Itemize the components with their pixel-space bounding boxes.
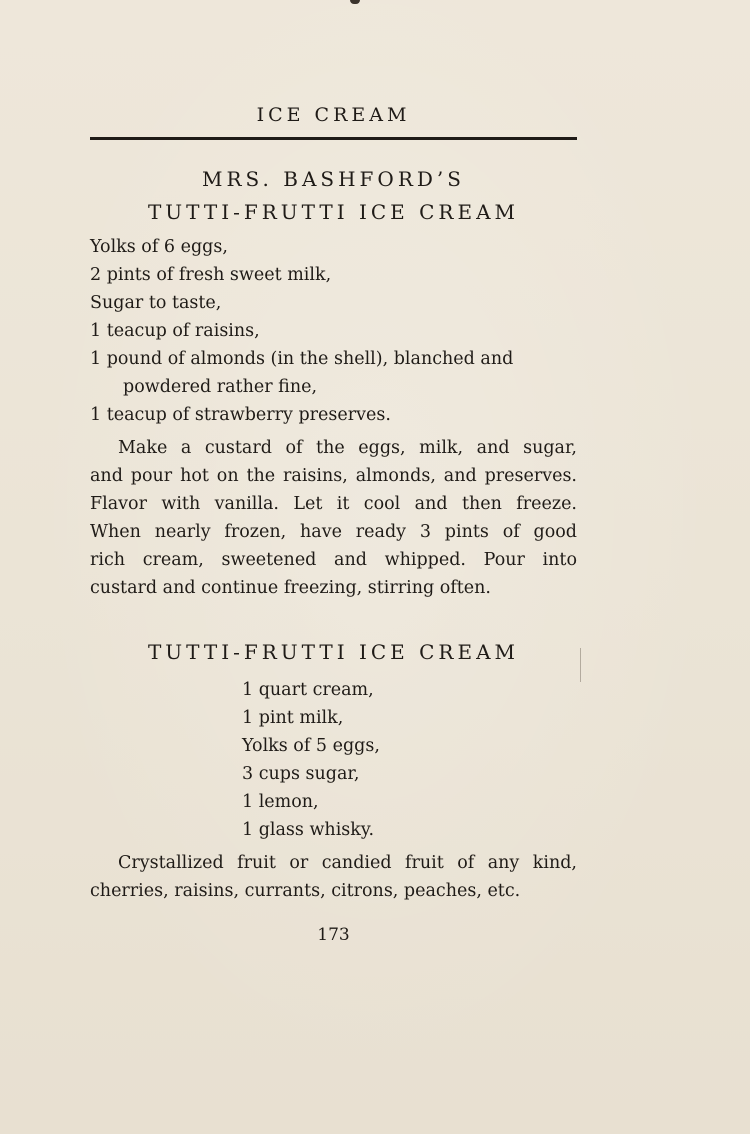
directions-line: cherries, raisins, currants, citrons, peaches, etc. (90, 881, 521, 901)
ingredient-line: 1 teacup of strawberry preserves. (90, 405, 391, 425)
recipe2-title: TUTTI-FRUTTI ICE CREAM (147, 640, 520, 664)
directions-line: custard and continue freezing, stirring often. (90, 578, 491, 598)
ingredient-line: Yolks of 6 eggs, (90, 237, 228, 257)
directions-line: and pour hot on the raisins, almonds, and preserves. (90, 466, 577, 486)
ingredient-line: Yolks of 5 eggs, (242, 736, 380, 756)
ingredient-line: 2 pints of fresh sweet milk, (90, 265, 332, 285)
recipe1-directions (90, 434, 577, 602)
directions-line: rich cream, sweetened and whipped. Pour into (90, 550, 577, 570)
directions-line: Crystallized fruit or candied fruit of any kind, (118, 853, 577, 873)
recipe1-ingredients (90, 233, 577, 429)
top-edge-mark (350, 0, 360, 4)
recipe2-ingredients (242, 676, 380, 844)
directions-line: Flavor with vanilla. Let it cool and then freeze. (90, 494, 577, 514)
directions-line: When nearly frozen, have ready 3 pints of good (90, 522, 577, 542)
ingredient-line: Sugar to taste, (90, 293, 222, 313)
ingredient-line-continued: powdered rather fine, (123, 377, 318, 397)
ingredient-line: 1 quart cream, (242, 680, 374, 700)
header-rule (90, 137, 577, 140)
ingredient-line: 1 pound of almonds (in the shell), blanched and (90, 349, 514, 369)
recipe1-title-line2: TUTTI-FRUTTI ICE CREAM (147, 200, 520, 224)
ingredient-line: 1 pint milk, (242, 708, 344, 728)
ingredient-line: 3 cups sugar, (242, 764, 360, 784)
margin-mark (580, 648, 581, 682)
recipe2-directions (90, 849, 577, 905)
page-number: 173 (317, 925, 350, 945)
recipe1-title-line1: MRS. BASHFORD’S (202, 167, 465, 191)
ingredient-line: 1 teacup of raisins, (90, 321, 260, 341)
ingredient-line: 1 glass whisky. (242, 820, 375, 840)
directions-line: Make a custard of the eggs, milk, and sugar, (118, 438, 577, 458)
running-header: ICE CREAM (256, 104, 411, 126)
ingredient-line: 1 lemon, (242, 792, 319, 812)
